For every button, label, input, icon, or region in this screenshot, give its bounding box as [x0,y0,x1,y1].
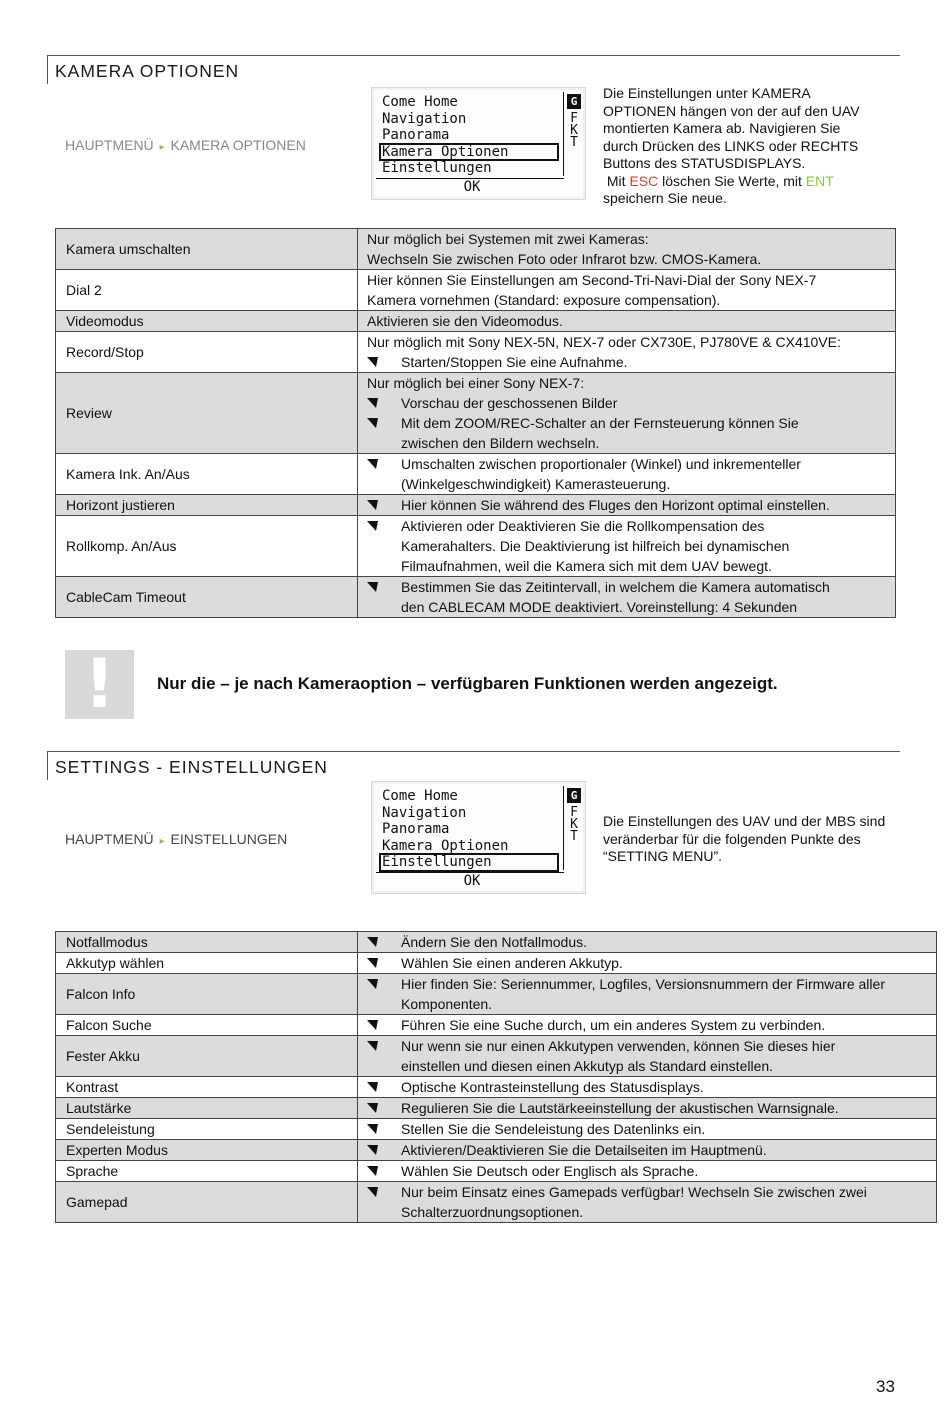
table-row [56,454,896,495]
lcd-badge: G [567,788,581,803]
bullet-text: Filmaufnahmen, weil die Kamera sich mit dem UAV bewegt. [401,558,772,574]
description-line: montierten Kamera ab. Navigieren Sie [603,120,841,136]
section-description [603,813,885,866]
status-display-screenshot [371,781,586,894]
bullet-arrow-icon [367,958,378,968]
lcd-side-letter: K [570,123,578,138]
note-text: Nur die – je nach Kameraoption – verfügbaren Funktionen werden angezeigt. [157,674,778,693]
lcd-side-letter: F [570,805,578,820]
bullet-item [367,974,926,994]
section-title: SETTINGS - EINSTELLUNGEN [55,757,328,777]
section-description [603,85,860,208]
description-line: Die Einstellungen des UAV und der MBS sind [603,813,886,829]
option-description [358,270,896,311]
description-line: Hier können Sie Einstellungen am Second-Tri-Navi-Dial der Sony NEX-7 [367,272,817,288]
lcd-badge: G [567,94,581,109]
description-line: veränderbar für die folgenden Punkte des [603,830,861,847]
bullet-text: Starten/Stoppen Sie eine Aufnahme. [401,354,628,370]
option-description [358,1182,937,1223]
option-label: Kontrast [56,1077,358,1098]
option-label: Gamepad [56,1182,358,1223]
bullet-item [367,932,926,952]
option-description [358,373,896,454]
option-label: Videomodus [56,311,358,332]
table-row [56,1161,937,1182]
bullet-text: Schalterzuordnungsoptionen. [401,1204,584,1220]
table-row [56,1182,937,1223]
description-line: OPTIONEN hängen von der auf den UAV [603,102,860,119]
bullet-arrow-icon [367,1082,378,1092]
lcd-divider [563,92,564,176]
bullet-arrow-icon [367,357,378,367]
exclamation-icon: ! [83,645,115,724]
description-line: Nur möglich bei Systemen mit zwei Kameras: [367,231,649,247]
bullet-item [367,1161,926,1181]
description-line: durch Drücken des LINKS oder RECHTS [603,137,859,154]
lcd-side-label [567,94,581,149]
option-description [358,1119,937,1140]
bullet-item [367,1036,926,1056]
lcd-side-label [567,788,581,843]
option-label: Sprache [56,1161,358,1182]
bullet-arrow-icon [367,500,378,510]
lcd-menu-item: Kamera Optionen [382,837,509,854]
section-header-settings [47,751,900,780]
option-label: Falcon Info [56,974,358,1015]
bullet-item [367,1098,926,1118]
option-description [358,1036,937,1077]
section-bar [47,56,48,84]
table-row [56,1140,937,1161]
lcd-menu-item: Panorama [382,821,450,838]
option-label: Record/Stop [56,332,358,373]
description-line [603,173,860,191]
option-description [358,229,896,270]
description-line: Buttons des STATUSDISPLAYS. [603,155,806,171]
bullet-text: Bestimmen Sie das Zeitintervall, in welchem die Kamera automatisch [401,579,830,595]
bullet-text: Nur beim Einsatz eines Gamepads verfügbar! Wechseln Sie zwischen zwei [401,1184,867,1200]
section-bar [47,752,48,780]
bullet-continuation [367,994,926,1014]
lcd-menu-item: Einstellungen [382,160,492,177]
bullet-text: Kamerahalters. Die Deaktivierung ist hilfreich bei dynamischen [401,538,790,554]
lcd-menu-item: Navigation [382,110,467,127]
bullet-item [367,454,885,474]
description-text: Mit [603,172,630,189]
bullet-continuation [367,474,885,494]
table-row [56,577,896,618]
bullet-text: zwischen den Bildern wechseln. [401,435,600,451]
bullet-item [367,1077,926,1097]
table-row [56,332,896,373]
breadcrumb-leaf: KAMERA OPTIONEN [170,137,306,153]
lcd-menu-item: Navigation [382,804,467,821]
bullet-continuation [367,1056,926,1076]
bullet-text: (Winkelgeschwindigkeit) Kamerasteuerung. [401,476,671,492]
lcd-ok: OK [463,179,481,195]
bullet-text: Regulieren Sie die Lautstärkeeinstellung der akustischen Warnsignale. [401,1100,839,1116]
option-label: Dial 2 [56,270,358,311]
bullet-continuation [367,1202,926,1222]
bullet-arrow-icon [367,1020,378,1030]
bullet-item [367,577,885,597]
option-label: Horizont justieren [56,495,358,516]
option-label: Fester Akku [56,1036,358,1077]
option-description [358,953,937,974]
status-display-screenshot [371,87,586,200]
option-description [358,1098,937,1119]
table-row [56,1036,937,1077]
bullet-continuation [367,433,885,453]
table-row [56,953,937,974]
lcd-divider [563,786,564,870]
bullet-item [367,1015,926,1035]
esc-key-label: ESC [629,172,659,189]
table-row [56,229,896,270]
bullet-text: den CABLECAM MODE deaktiviert. Voreinstellung: 4 Sekunden [401,599,798,615]
bullet-text: Optische Kontrasteinstellung des Statusdisplays. [401,1079,704,1095]
description-intro: Nur möglich bei einer Sony NEX-7: [367,375,585,391]
bullet-text: Mit dem ZOOM/REC-Schalter an der Fernsteuerung können Sie [401,415,799,431]
option-description [358,1077,937,1098]
option-description [358,932,937,953]
option-label: Kamera umschalten [56,229,358,270]
lcd-menu-item: Come Home [382,94,458,110]
bullet-text: Wählen Sie Deutsch oder Englisch als Sprache. [401,1163,699,1179]
description-line: Kamera vornehmen (Standard: exposure compensation). [367,292,721,308]
bullet-arrow-icon [367,1041,378,1051]
breadcrumb-einstellungen [65,831,287,847]
bullet-arrow-icon [367,418,378,428]
lcd-menu-item: Come Home [382,788,458,804]
lcd-menu-item-selected: Einstellungen [380,854,558,871]
option-description [358,1161,937,1182]
option-description [358,516,896,577]
bullet-item [367,413,885,433]
option-description [358,332,896,373]
bullet-arrow-icon [367,1166,378,1176]
description-intro: Nur möglich mit Sony NEX-5N, NEX-7 oder CX730E, PJ780VE & CX410VE: [367,334,841,350]
bullet-item [367,1182,926,1202]
bullet-text: Umschalten zwischen proportionaler (Winkel) und inkrementeller [401,456,801,472]
option-description [358,1140,937,1161]
bullet-text: Komponenten. [401,996,493,1012]
lcd-side-letter: T [570,829,578,844]
bullet-arrow-icon [367,459,378,469]
option-label: Notfallmodus [56,932,358,953]
option-description [358,311,896,332]
bullet-arrow-icon [367,1103,378,1113]
table-row [56,974,937,1015]
table-row [56,311,896,332]
breadcrumb-root: HAUPTMENÜ [65,831,154,847]
table-row [56,1015,937,1036]
description-line: Die Einstellungen unter KAMERA [603,85,811,101]
table-row [56,1077,937,1098]
bullet-text: Wählen Sie einen anderen Akkutyp. [401,955,623,971]
breadcrumb-leaf: EINSTELLUNGEN [170,831,288,847]
bullet-text: Nur wenn sie nur einen Akkutypen verwenden, können Sie dieses hier [401,1038,836,1054]
breadcrumb-kamera-optionen [65,137,306,153]
option-description [358,974,937,1015]
bullet-arrow-icon [367,398,378,408]
option-label: Lautstärke [56,1098,358,1119]
bullet-text: Führen Sie eine Suche durch, um ein anderes System zu verbinden. [401,1017,826,1033]
bullet-text: Aktivieren/Deaktivieren Sie die Detailseiten im Hauptmenü. [401,1142,767,1158]
table-row [56,516,896,577]
lcd-menu [380,94,558,177]
camera-options-table [55,228,896,618]
option-label: Review [56,373,358,454]
bullet-item [367,1140,926,1160]
lcd-side-letter: K [570,817,578,832]
lcd-menu [380,788,558,871]
lcd-ok: OK [463,873,481,889]
ent-key-label: ENT [805,172,834,189]
option-label: Falcon Suche [56,1015,358,1036]
bullet-item [367,393,885,413]
bullet-arrow-icon [367,1124,378,1134]
warning-box [65,645,134,724]
description-line: speichern Sie neue. [603,190,727,206]
bullet-arrow-icon [367,937,378,947]
bullet-arrow-icon [367,582,378,592]
bullet-item [367,1119,926,1139]
bullet-arrow-icon [367,1187,378,1197]
bullet-text: einstellen und diesen einen Akkutyp als Standard einstellen. [401,1058,774,1074]
lcd-menu-item: Panorama [382,127,450,144]
description-line: Wechseln Sie zwischen Foto oder Infrarot bzw. CMOS-Kamera. [367,251,762,267]
table-row [56,495,896,516]
bullet-item [367,516,885,536]
settings-table [55,931,937,1223]
option-label: Rollkomp. An/Aus [56,516,358,577]
bullet-text: Hier finden Sie: Seriennummer, Logfiles, Versionsnummern der Firmware aller [401,976,885,992]
bullet-continuation [367,536,885,556]
bullet-arrow-icon [367,521,378,531]
bullet-text: Ändern Sie den Notfallmodus. [401,934,587,950]
bullet-item [367,495,885,515]
description-line: “SETTING MENU”. [603,848,722,864]
option-label: CableCam Timeout [56,577,358,618]
bullet-item [367,953,926,973]
section-title: KAMERA OPTIONEN [55,61,240,81]
bullet-text: Stellen Sie die Sendeleistung des Datenlinks ein. [401,1121,706,1137]
option-description [358,454,896,495]
breadcrumb-root: HAUPTMENÜ [65,137,154,153]
option-label: Kamera Ink. An/Aus [56,454,358,495]
bullet-text: Vorschau der geschossenen Bilder [401,395,618,411]
page-number: 33 [876,1377,895,1396]
bullet-continuation [367,597,885,617]
option-label: Akkutyp wählen [56,953,358,974]
table-row [56,932,937,953]
bullet-arrow-icon [367,1145,378,1155]
table-row [56,1119,937,1140]
breadcrumb-arrow-icon: ▸ [159,836,165,847]
option-description [358,577,896,618]
breadcrumb-arrow-icon: ▸ [159,142,165,153]
table-row [56,1098,937,1119]
bullet-arrow-icon [367,979,378,989]
description-text: löschen Sie Werte, mit [658,172,806,189]
description-line: Aktivieren sie den Videomodus. [367,313,563,329]
bullet-text: Hier können Sie während des Fluges den Horizont optimal einstellen. [401,497,830,513]
option-description [358,1015,937,1036]
lcd-menu-item-selected: Kamera Optionen [380,144,558,161]
option-description [358,495,896,516]
table-row [56,270,896,311]
option-label: Experten Modus [56,1140,358,1161]
section-header-kamera-optionen [47,55,900,84]
bullet-item [367,352,885,372]
lcd-side-letter: F [570,111,578,126]
bullet-continuation [367,556,885,576]
lcd-side-letter: T [570,135,578,150]
table-row [56,373,896,454]
option-label: Sendeleistung [56,1119,358,1140]
bullet-text: Aktivieren oder Deaktivieren Sie die Rollkompensation des [401,518,765,534]
